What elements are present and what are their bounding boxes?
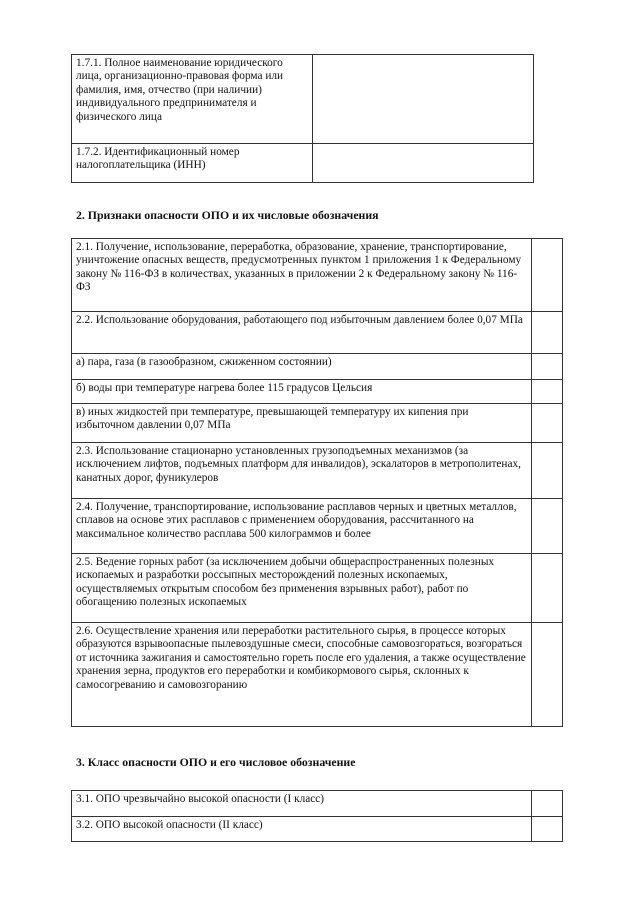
value-cell[interactable] (532, 404, 563, 443)
row-label: 2.4. Получение, транспортирование, использование расплавов черных и цветных металлов, сплавов на основе этих расплавов с применением оборудования, рассчитанного на максимальное количество расплава 500 килограммов и более (72, 499, 532, 554)
hazard-class-table (71, 790, 563, 842)
table-row (72, 554, 563, 623)
table-row (72, 623, 563, 727)
table-row (72, 817, 563, 842)
section-2-heading: 2. Признаки опасности ОПО и их числовые обозначения (76, 208, 379, 222)
hazard-signs-table (71, 238, 563, 727)
row-label: 1.7.1. Полное наименование юридического лица, организационно-правовая форма или фамилия, имя, отчество (при наличии) индивидуального предпринимателя и физического лица (72, 55, 313, 144)
row-label: 3.2. ОПО высокой опасности (II класс) (72, 817, 532, 842)
value-cell[interactable] (532, 817, 563, 842)
table-row (72, 55, 534, 144)
row-label: 3.1. ОПО чрезвычайно высокой опасности (I класс) (72, 791, 532, 817)
row-label: а) пара, газа (в газообразном, сжиженном состоянии) (72, 354, 532, 380)
table-row (72, 443, 563, 499)
value-cell[interactable] (532, 312, 563, 354)
value-cell[interactable] (532, 239, 563, 312)
value-cell[interactable] (532, 791, 563, 817)
table-row (72, 791, 563, 817)
table-row (72, 239, 563, 312)
row-label: 1.7.2. Идентификационный номер налогоплательщика (ИНН) (72, 144, 313, 183)
table-row (72, 380, 563, 404)
value-cell[interactable] (532, 623, 563, 727)
table-row (72, 499, 563, 554)
value-cell[interactable] (532, 380, 563, 404)
value-cell[interactable] (532, 443, 563, 499)
value-cell[interactable] (313, 144, 534, 183)
table-row (72, 144, 534, 183)
table-row (72, 404, 563, 443)
row-label: 2.3. Использование стационарно установленных грузоподъемных механизмов (за исключением лифтов, подъемных платформ для инвалидов), эскалаторов в метрополитенах, канатных дорог, фуникулеров (72, 443, 532, 499)
row-label: в) иных жидкостей при температуре, превышающей температуру их кипения при избыточном давлении 0,07 МПа (72, 404, 532, 443)
row-label: 2.1. Получение, использование, переработка, образование, хранение, транспортирование, уничтожение опасных веществ, предусмотренных пунктом 1 приложения 1 к Федеральному закону № 116-ФЗ в количествах, указанных в приложении 2 к Федеральному закону № 116-ФЗ (72, 239, 532, 312)
value-cell[interactable] (532, 499, 563, 554)
applicant-info-table (71, 54, 534, 183)
value-cell[interactable] (532, 554, 563, 623)
section-3-heading: 3. Класс опасности ОПО и его числовое обозначение (76, 755, 356, 769)
table-row (72, 354, 563, 380)
value-cell[interactable] (532, 354, 563, 380)
row-label: 2.6. Осуществление хранения или переработки растительного сырья, в процессе которых образуются взрывоопасные пылевоздушные смеси, способные самовозгораться, возгораться от источника зажигания и самостоятельно гореть после его удаления, а также осуществление хранения зерна, продуктов его переработки и комбикормового сырья, склонных к самосогреванию и самовозгоранию (72, 623, 532, 727)
row-label: 2.2. Использование оборудования, работающего под избыточным давлением более 0,07 МПа (72, 312, 532, 354)
value-cell[interactable] (313, 55, 534, 144)
table-row (72, 312, 563, 354)
row-label: б) воды при температуре нагрева более 115 градусов Цельсия (72, 380, 532, 404)
row-label: 2.5. Ведение горных работ (за исключением добычи общераспространенных полезных ископаемых и разработки россыпных месторождений полезных ископаемых, осуществляемых открытым способом без применения взрывных работ), работ по обогащению полезных ископаемых (72, 554, 532, 623)
